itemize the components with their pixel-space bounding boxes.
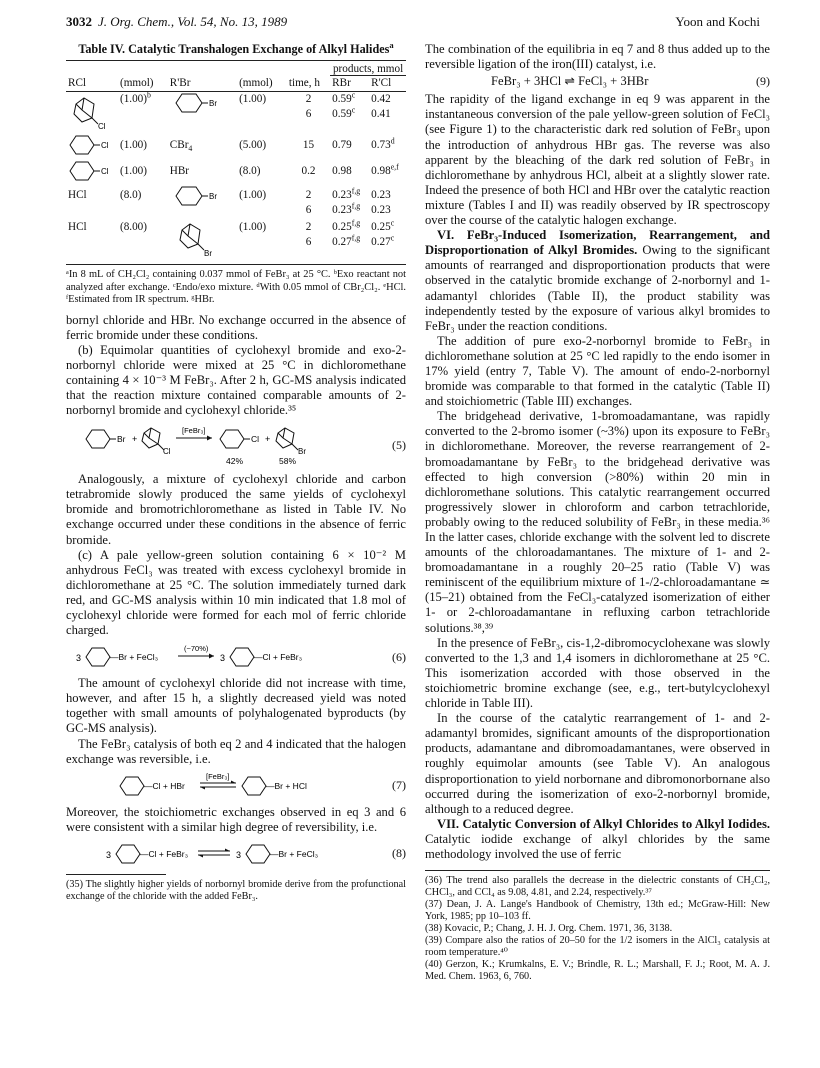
table-row: HCl (8.0) Br (1.00) 2 6 0.23$^{f,g}$ 0.23$^{f,g}$ 0.23 0.23 [66,184,406,218]
svg-text:—Br + HCl: —Br + HCl [266,780,307,791]
cell-time: 6 [305,236,312,249]
cell-rcl-mmol: (1.00) [119,164,147,177]
header-left [66,14,287,30]
equation-9-text: FeBr₃ + 3HCl ⇌ FeCl₃ + 3HBr [491,74,649,89]
table-footnotes: ᵃIn 8 mL of CH₂Cl₂ containing 0.037 mmol of FeBr₃ at 25 °C. ᵇExo reactant not analyzed after exchange. ᶜEndo/exo mixture. ᵈWith 0.05 mmol of CBr₂Cl₂. ᵉHCl. ᶠEstimated from IR spectrum. ᵍHBr. [66,264,406,306]
norbornyl-chloride-structure [66,92,118,133]
footnote-37: (37) Dean, J. A. Lange's Handbook of Chemistry, 13th ed.; McGraw-Hill: New York, 1985; pp 10–103 ff. [425,899,770,923]
cyclohexyl-chloride-structure [66,158,118,184]
section-7: VII. Catalytic Conversion of Alkyl Chlorides to Alkyl Iodides. Catalytic iodide exchange of alkyl chlorides by the same methodology involved the use of ferric [425,816,770,861]
svg-text:58%: 58% [279,456,297,467]
svg-text:Cl: Cl [163,447,171,457]
cell-time: 6 [305,108,312,121]
cell-rbr-mmol: (1.00) [239,221,267,234]
equation-8 [66,840,406,868]
cell-rbr-text: HBr [169,164,190,177]
paragraph: (c) A pale yellow-green solution containing 6 × 10⁻² M anhydrous FeCl₃ was treated with excess cyclohexyl bromide in dichloromethane at 25 °C. The solution immediately turned dark red, and GC-MS analysis within 10 min indicated that 1.8 mol of cyclohexyl chloride were formed for each mol of ferric chloride charged. [66,547,406,638]
equation-8-scheme [66,840,356,868]
svg-text:+: + [132,434,138,445]
col-mmol1: (mmol) [119,76,154,89]
paragraph: Analogously, a mixture of cyclohexyl chloride and carbon tetrabromide slowly produced the same yields of cyclohexyl bromide and bromotrichloromethane as listed in Table IV. No exchange occurred under these conditions in the absence of ferric bromide. [66,472,406,547]
page-header [66,14,760,34]
cell-prod-rcl: 0.73 [371,138,391,151]
equation-6-scheme [66,643,356,671]
svg-text:Br: Br [298,447,306,457]
cell-rcl-text: HCl [68,221,87,234]
cell-rcl-mmol: (8.0) [119,189,142,202]
footnote-39: (39) Compare also the ratios of 20–50 for the 1/2 isomers in the AlCl₃ catalysis at room temperature.⁴⁰ [425,935,770,959]
equation-7-scheme [66,772,356,800]
products-header: products, mmol [332,63,404,75]
cell-prod-rcl: 0.27 [371,236,391,249]
cell-prod-rcl: 0.23 [371,189,391,202]
svg-text:42%: 42% [226,456,244,467]
svg-text:Br: Br [208,99,217,109]
footnote-35: (35) The slightly higher yields of norbornyl bromide derive from the profunctional exchange of the chloride with the added FeBr₃. [66,878,406,902]
cell-prod-rbr: 0.79 [332,138,352,151]
paragraph: The combination of the equilibria in eq 7 and 8 thus added up to the reversible ligation of the iron(III) catalyst, i.e. [425,42,770,72]
svg-text:—Cl + FeBr₃: —Cl + FeBr₃ [140,848,189,859]
svg-text:3: 3 [236,849,242,860]
footnote-38: (38) Kovacic, P.; Chang, J. H. J. Org. Chem. 1971, 36, 3138. [425,923,673,935]
table-row: HCl (8.00) Br (1.00) 2 6 0.25$^{f,g}$ 0.27$^{f,g}$ 0.25$^c$ 0.27$^c$ [68,218,395,259]
section-6: VI. FeBr₃-Induced Isomerization, Rearrangement, and Disproportionation of Alkyl Bromides. Owing to the significant amounts of rearranged and disproportionation products that were observed in the catalytic bromide exchange of 2-norbornyl and 1-adamantyl chlorides (Table II), the product stability was independently tested by the exposure of various alkyl bromides to FeBr₃ under the reaction conditions. [425,228,770,333]
table-caption: Table IV. Catalytic Transhalogen Exchange of Alkyl Halides$^a$ [78,39,394,56]
svg-text:+: + [265,434,271,445]
table-row: Cl $(1.00)^b$ Br (1.00) 2 6 0.59$^c$ 0.59$^c$ 0.42 0.41 [66,92,406,133]
equation-5-scheme [66,423,356,467]
cell-prod-rcl: 0.41 [371,108,391,121]
cell-time: 2 [305,189,312,202]
paragraph: The amount of cyclohexyl chloride did not increase with time, however, and after 15 h, a slightly decreased yield was noted together with small amounts of polyhalogenated byproducts (by GC-MS analysis). [66,676,406,736]
cell-rcl-mmol: (1.00) [119,93,147,106]
equation-9 [425,74,770,89]
right-column [425,42,770,983]
col-prod-rbr: RBr [330,76,369,92]
paragraph: The rapidity of the ligand exchange in eq 9 was apparent in the instantaneous conversion of the pale yellow-green solution of FeCl₃ (see Figure 1) to the characteristic dark red solution of FeBr₃ upon the introduction of anhydrous HBr gas. The reverse was also apparent by the bleaching of the dark red solution of FeBr₃ in dichloromethane by anhydrous HCl, albeit at a slightly slower rate. Indeed the presence of both HCl and HBr over the catalytic reaction mixture (Tables I and II) was readily observed by IR spectroscopy over the course of the catalytic halogen exchange. [425,92,770,228]
col-time: time, h [288,76,320,89]
cell-rbr-mmol: (1.00) [239,93,267,106]
svg-text:3: 3 [220,653,226,664]
svg-text:Cl: Cl [98,122,106,132]
table-header-row [66,76,406,92]
svg-text:—Br + FeCl₃: —Br + FeCl₃ [270,848,319,859]
equation-number: (6) [392,649,406,664]
svg-text:[FeBr₃]: [FeBr₃] [206,771,230,781]
cell-prod-rbr: 0.98 [332,164,352,177]
page-number: 3032 [66,14,92,29]
cell-prod-rcl: 0.23 [371,204,391,217]
equation-number: (7) [392,778,406,793]
cell-rcl-mmol: (1.00) [119,138,147,151]
cell-prod-rbr: 0.25 [332,221,352,234]
cell-prod-rcl: 0.42 [371,93,391,106]
equation-number: (8) [392,846,406,861]
svg-text:Br: Br [117,434,126,445]
svg-text:—Br + FeCl₃: —Br + FeCl₃ [110,652,159,663]
footnote-rule [66,874,166,875]
cell-prod-rbr: 0.23 [332,189,352,202]
cell-prod-rcl: 0.25 [371,221,391,234]
cell-time: 15 [302,138,315,151]
table-row: Cl (1.00) CBr$_4$ (5.00) 15 0.79 0.73$^d$ [66,132,406,158]
svg-text:—Cl + FeBr₃: —Cl + FeBr₃ [254,652,303,663]
paragraph: In the presence of FeBr₃, cis-1,2-dibromocyclohexane was slowly converted to the 1,3 and 1,4 isomers in dichloromethane at 25 °C. This isomerization accorded with those observed in the stoichiometric bromine exchange (see, e.g., tert-butylcyclohexyl chloride in Table III). [425,635,770,711]
cell-prod-rbr: 0.23 [332,204,352,217]
cell-prod-rbr: 0.59 [332,93,352,106]
svg-text:Cl: Cl [251,434,260,445]
equation-7 [66,772,406,800]
footnote-rule [425,870,770,871]
footnote-40: (40) Gerzon, K.; Krumkalns, E. V.; Brindle, R. L.; Marshall, F. J.; Root, M. A. J. Med. Chem. 1963, 6, 760. [425,959,770,983]
cell-prod-rbr: 0.27 [332,236,352,249]
svg-text:[FeBr₃]: [FeBr₃] [182,426,206,436]
cell-rcl-text: HCl [68,189,87,202]
svg-text:Cl: Cl [101,167,109,177]
cell-rbr-text: CBr [169,138,189,151]
cell-prod-rcl: 0.98 [371,164,391,177]
cell-time: 2 [305,221,312,234]
svg-text:(~70%): (~70%) [184,644,209,654]
equation-number: (5) [392,437,406,452]
cell-time: 2 [305,93,312,106]
cell-rcl-mmol: (8.00) [119,221,147,234]
paragraph: Moreover, the stoichiometric exchanges observed in eq 3 and 6 were consistent with a similar high degree of reversibility, i.e. [66,804,406,834]
paragraph: In the course of the catalytic rearrangement of 1- and 2-adamantyl bromides, significant amounts of the disproportionation products, adamantane and dibromoadamantanes, were observed in roughly equimolar amounts (see Table V). An analogous disproportionation to yield norbornane and dibromonorbornane also occurred during the isomerization of exo-2-norbornyl bromide, although to a reduced degree. [425,711,770,816]
svg-text:3: 3 [76,653,82,664]
header-authors: Yoon and Kochi [675,14,760,29]
paragraph: bornyl chloride and HBr. No exchange occurred in the absence of ferric bromide under these conditions. [66,312,406,342]
col-mmol2: (mmol) [239,76,273,89]
cell-time: 6 [305,204,312,217]
norbornyl-bromide-structure [168,218,237,258]
cell-rbr-mmol: (1.00) [239,189,267,202]
paragraph: (b) Equimolar quantities of cyclohexyl bromide and exo-2-norbornyl chloride were mixed at 25 °C in dichloromethane containing 4 × 10⁻³ M FeBr₃. After 2 h, GC-MS analysis indicated that the reaction mixture contained comparable amounts of 2-norbornyl bromide and cyclohexyl chloride.³⁵ [66,342,406,418]
svg-text:Br: Br [203,249,212,259]
left-column [66,39,406,903]
cyclohexyl-chloride-structure [66,132,118,158]
col-rbr: R'Br [169,76,191,89]
svg-text:3: 3 [106,849,112,860]
col-prod-rcl: R'Cl [369,76,406,92]
paragraph: The bridgehead derivative, 1-bromoadamantane, was rapidly converted to the 2-bromo isomer (~3%) upon its exposure to FeBr₃ in dichloromethane. Moreover, the reverse rearrangement of 2-bromoadamantane by FeBr₃ to the bridgehead derivative was effected to high conversion (>80%) within 20 min in dichloromethane solutions. This catalytic rearrangement occurred progressively slower in chloroform and carbon tetrachloride, probably owing to the reduced solubility of FeBr₃ in these media.³⁶ In the latter cases, chloride exchange with the solvent led to discrete amounts of the chloroadamantanes. The mixture of 1- and 2-bromoadamantane in a roughly 20–25 ratio (Table V) was reminiscent of the equilibrium mixture of 1-/2-chloroadamantane ≃ (15–21) obtained from the FeCl₃-catalyzed isomerization of either 1- or 2-chloroadamantane in refluxing carbon tetrachloride solutions.³⁸,³⁹ [425,409,770,635]
paragraph: The FeBr₃ catalysis of both eq 2 and 4 indicated that the halogen exchange was reversible, i.e. [66,736,406,766]
equation-number: (9) [756,74,770,89]
footnote-36: (36) The trend also parallels the decrease in the dielectric constants of CH₂Cl₂, CHCl₃, and CCl₄ as 9.08, 4.81, and 2.24, respectively.³⁷ [425,875,770,899]
table-row: Cl (1.00) HBr (8.0) 0.2 0.98 0.98$^{e,f}$ [66,158,406,184]
col-rcl: RCl [68,76,87,89]
cell-prod-rbr: 0.59 [332,108,352,121]
section-title: VI. FeBr₃-Induced Isomerization, Rearrangement, and Disproportionation of Alkyl Bromides. [425,228,770,258]
journal-citation: J. Org. Chem., Vol. 54, No. 13, 1989 [98,14,288,29]
equation-5 [66,423,406,467]
svg-text:—Cl + HBr: —Cl + HBr [144,780,185,791]
cyclohexyl-bromide-structure [168,92,237,133]
svg-text:Cl: Cl [101,141,109,151]
cyclohexyl-bromide-structure [168,184,237,218]
paragraph: The addition of pure exo-2-norbornyl bromide to FeBr₃ in dichloromethane solution at 25 °C led rapidly to the endo isomer in 17% yield (entry 7, Table V). The amount of endo-2-norbornyl bromide was comparable to that formed in the catalytic (Table II) and stoichiometric (Table III) exchanges. [425,333,770,409]
table-iv [66,60,406,258]
cell-time: 0.2 [301,164,316,177]
equation-6 [66,643,406,671]
cell-rbr-mmol: (5.00) [239,138,267,151]
svg-text:Br: Br [208,192,217,202]
section-title: VII. Catalytic Conversion of Alkyl Chlorides to Alkyl Iodides. [437,816,770,831]
cell-rbr-mmol: (8.0) [239,164,261,177]
